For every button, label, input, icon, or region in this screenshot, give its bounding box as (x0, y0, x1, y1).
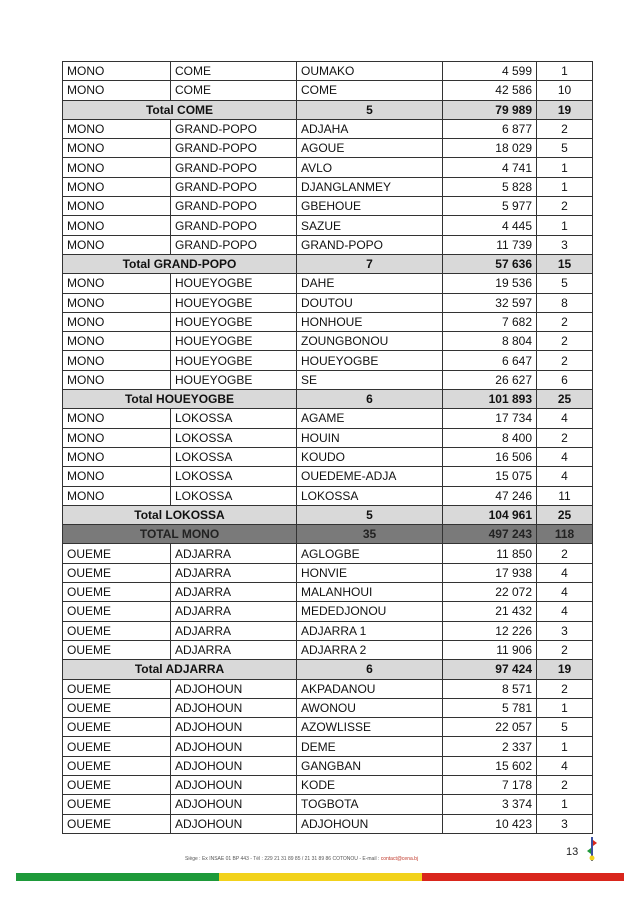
grand-total-row (63, 525, 593, 544)
population-cell: 4 741 (443, 158, 537, 177)
commune-cell: ADJOHOUN (171, 679, 297, 698)
table-row (63, 351, 593, 370)
arrondissement-cell: SE (297, 370, 443, 389)
table-row (63, 679, 593, 698)
subtotal-row (63, 100, 593, 119)
arrondissement-cell: LOKOSSA (297, 486, 443, 505)
department-cell: OUEME (63, 737, 171, 756)
table-row (63, 563, 593, 582)
arrondissement-cell: OUMAKO (297, 62, 443, 81)
total-seats-cell: 118 (537, 525, 593, 544)
table-row (63, 274, 593, 293)
commune-cell: HOUEYOGBE (171, 370, 297, 389)
table-row (63, 621, 593, 640)
arrondissement-cell: HONHOUE (297, 312, 443, 331)
department-cell: OUEME (63, 563, 171, 582)
page-number: 13 (566, 846, 579, 858)
department-cell: MONO (63, 428, 171, 447)
population-cell: 5 828 (443, 177, 537, 196)
table-row (63, 486, 593, 505)
population-cell: 4 445 (443, 216, 537, 235)
department-cell: OUEME (63, 795, 171, 814)
arrondissement-cell: TOGBOTA (297, 795, 443, 814)
department-cell: MONO (63, 62, 171, 81)
flag-red-band (422, 873, 624, 881)
seats-cell: 1 (537, 795, 593, 814)
department-cell: MONO (63, 216, 171, 235)
arrondissement-cell: MALANHOUI (297, 583, 443, 602)
arrondissement-cell: HOUEYOGBE (297, 351, 443, 370)
department-cell: MONO (63, 467, 171, 486)
arrondissement-cell: ADJARRA 2 (297, 640, 443, 659)
table-row (63, 698, 593, 717)
total-count-cell: 7 (297, 254, 443, 273)
population-cell: 42 586 (443, 81, 537, 100)
allocation-table (62, 61, 593, 834)
arrondissement-cell: ADJOHOUN (297, 814, 443, 833)
commune-cell: GRAND-POPO (171, 158, 297, 177)
population-cell: 11 906 (443, 640, 537, 659)
population-cell: 8 571 (443, 679, 537, 698)
department-cell: MONO (63, 235, 171, 254)
total-count-cell: 5 (297, 100, 443, 119)
department-cell: OUEME (63, 583, 171, 602)
population-cell: 6 877 (443, 119, 537, 138)
commune-cell: LOKOSSA (171, 486, 297, 505)
arrondissement-cell: ZOUNGBONOU (297, 332, 443, 351)
subtotal-row (63, 505, 593, 524)
flag-stripe (16, 873, 624, 881)
department-cell: MONO (63, 312, 171, 331)
population-cell: 10 423 (443, 814, 537, 833)
seats-cell: 4 (537, 602, 593, 621)
department-cell: OUEME (63, 698, 171, 717)
subtotal-row (63, 660, 593, 679)
table-row (63, 197, 593, 216)
subtotal-row (63, 390, 593, 409)
total-population-cell: 57 636 (443, 254, 537, 273)
arrondissement-cell: AGLOGBE (297, 544, 443, 563)
footer-email-label: E-mail (362, 856, 377, 862)
commune-cell: HOUEYOGBE (171, 274, 297, 293)
commune-cell: GRAND-POPO (171, 235, 297, 254)
seats-cell: 2 (537, 679, 593, 698)
seats-cell: 4 (537, 447, 593, 466)
total-label-cell: Total GRAND-POPO (63, 254, 297, 273)
arrondissement-cell: KODE (297, 775, 443, 794)
commune-cell: ADJOHOUN (171, 737, 297, 756)
seats-cell: 2 (537, 351, 593, 370)
department-cell: MONO (63, 81, 171, 100)
department-cell: MONO (63, 332, 171, 351)
table-row (63, 447, 593, 466)
seats-cell: 11 (537, 486, 593, 505)
population-cell: 47 246 (443, 486, 537, 505)
table-row (63, 119, 593, 138)
population-cell: 18 029 (443, 139, 537, 158)
population-cell: 15 602 (443, 756, 537, 775)
table-row (63, 81, 593, 100)
commune-cell: HOUEYOGBE (171, 351, 297, 370)
table-row (63, 409, 593, 428)
total-label-cell: Total HOUEYOGBE (63, 390, 297, 409)
population-cell: 22 057 (443, 718, 537, 737)
seats-cell: 3 (537, 235, 593, 254)
total-population-cell: 79 989 (443, 100, 537, 119)
table-row (63, 177, 593, 196)
seats-cell: 1 (537, 698, 593, 717)
commune-cell: COME (171, 62, 297, 81)
department-cell: OUEME (63, 621, 171, 640)
commune-cell: LOKOSSA (171, 409, 297, 428)
commune-cell: ADJOHOUN (171, 756, 297, 775)
commune-cell: LOKOSSA (171, 428, 297, 447)
commune-cell: GRAND-POPO (171, 197, 297, 216)
population-cell: 12 226 (443, 621, 537, 640)
seats-cell: 3 (537, 814, 593, 833)
table-row (63, 370, 593, 389)
table-row (63, 467, 593, 486)
arrondissement-cell: AVLO (297, 158, 443, 177)
commune-cell: HOUEYOGBE (171, 332, 297, 351)
seats-cell: 1 (537, 158, 593, 177)
population-cell: 26 627 (443, 370, 537, 389)
table-row (63, 640, 593, 659)
arrondissement-cell: DOUTOU (297, 293, 443, 312)
total-seats-cell: 19 (537, 660, 593, 679)
department-cell: OUEME (63, 602, 171, 621)
table-row (63, 544, 593, 563)
total-seats-cell: 19 (537, 100, 593, 119)
table-row (63, 775, 593, 794)
seats-cell: 8 (537, 293, 593, 312)
total-label-cell: TOTAL MONO (63, 525, 297, 544)
seats-cell: 2 (537, 119, 593, 138)
arrondissement-cell: GRAND-POPO (297, 235, 443, 254)
department-cell: OUEME (63, 718, 171, 737)
total-seats-cell: 25 (537, 505, 593, 524)
department-cell: OUEME (63, 640, 171, 659)
arrondissement-cell: COME (297, 81, 443, 100)
seats-cell: 1 (537, 216, 593, 235)
table-row (63, 158, 593, 177)
commune-cell: GRAND-POPO (171, 119, 297, 138)
arrondissement-cell: HONVIE (297, 563, 443, 582)
population-cell: 2 337 (443, 737, 537, 756)
total-population-cell: 101 893 (443, 390, 537, 409)
table-row (63, 814, 593, 833)
population-cell: 5 781 (443, 698, 537, 717)
total-population-cell: 497 243 (443, 525, 537, 544)
commune-cell: ADJARRA (171, 621, 297, 640)
total-seats-cell: 25 (537, 390, 593, 409)
footer-tel-label: Tél (253, 856, 261, 862)
arrondissement-cell: GBEHOUE (297, 197, 443, 216)
commune-cell: ADJOHOUN (171, 795, 297, 814)
table-row (63, 235, 593, 254)
arrondissement-cell: MEDEDJONOU (297, 602, 443, 621)
seats-cell: 1 (537, 177, 593, 196)
flag-green-band (16, 873, 219, 881)
table-row (63, 332, 593, 351)
commune-cell: ADJARRA (171, 544, 297, 563)
seats-cell: 2 (537, 312, 593, 331)
arrondissement-cell: DAHE (297, 274, 443, 293)
footer-phones: 229 21 31 89 85 / 21 31 89 86 COTONOU (264, 856, 358, 862)
seats-cell: 2 (537, 640, 593, 659)
total-count-cell: 6 (297, 660, 443, 679)
commune-cell: ADJARRA (171, 640, 297, 659)
population-cell: 8 400 (443, 428, 537, 447)
department-cell: OUEME (63, 775, 171, 794)
arrondissement-cell: SAZUE (297, 216, 443, 235)
population-cell: 19 536 (443, 274, 537, 293)
table-row (63, 795, 593, 814)
commune-cell: ADJOHOUN (171, 698, 297, 717)
department-cell: MONO (63, 119, 171, 138)
commune-cell: GRAND-POPO (171, 216, 297, 235)
arrondissement-cell: DEME (297, 737, 443, 756)
department-cell: MONO (63, 177, 171, 196)
seats-cell: 5 (537, 274, 593, 293)
department-cell: MONO (63, 274, 171, 293)
seats-cell: 4 (537, 583, 593, 602)
cena-logo-icon (586, 836, 598, 862)
arrondissement-cell: DJANGLANMEY (297, 177, 443, 196)
total-seats-cell: 15 (537, 254, 593, 273)
arrondissement-cell: AWONOU (297, 698, 443, 717)
department-cell: MONO (63, 197, 171, 216)
department-cell: OUEME (63, 544, 171, 563)
department-cell: MONO (63, 447, 171, 466)
commune-cell: ADJOHOUN (171, 775, 297, 794)
table-row (63, 312, 593, 331)
department-cell: MONO (63, 158, 171, 177)
commune-cell: GRAND-POPO (171, 139, 297, 158)
table-row (63, 428, 593, 447)
arrondissement-cell: GANGBAN (297, 756, 443, 775)
seats-cell: 1 (537, 62, 593, 81)
population-cell: 17 734 (443, 409, 537, 428)
population-cell: 11 850 (443, 544, 537, 563)
seats-cell: 1 (537, 737, 593, 756)
seats-cell: 4 (537, 563, 593, 582)
seats-cell: 2 (537, 775, 593, 794)
table-row (63, 737, 593, 756)
arrondissement-cell: AGAME (297, 409, 443, 428)
footer-contact: Siège : Ex INSAE 01 BP 443 - Tél : 229 21 31 89 85 / 21 31 89 86 COTONOU - E-mail : contact@cena.bj (185, 856, 419, 862)
total-label-cell: Total LOKOSSA (63, 505, 297, 524)
seats-cell: 2 (537, 544, 593, 563)
commune-cell: ADJARRA (171, 563, 297, 582)
population-cell: 6 647 (443, 351, 537, 370)
population-cell: 8 804 (443, 332, 537, 351)
table-row (63, 756, 593, 775)
seats-cell: 2 (537, 332, 593, 351)
department-cell: MONO (63, 293, 171, 312)
commune-cell: ADJARRA (171, 602, 297, 621)
seats-cell: 6 (537, 370, 593, 389)
seats-cell: 4 (537, 409, 593, 428)
population-cell: 11 739 (443, 235, 537, 254)
seats-cell: 5 (537, 139, 593, 158)
total-count-cell: 35 (297, 525, 443, 544)
commune-cell: GRAND-POPO (171, 177, 297, 196)
table-row (63, 718, 593, 737)
arrondissement-cell: ADJARRA 1 (297, 621, 443, 640)
department-cell: MONO (63, 409, 171, 428)
department-cell: OUEME (63, 679, 171, 698)
table-row (63, 583, 593, 602)
commune-cell: ADJOHOUN (171, 718, 297, 737)
table-row (63, 293, 593, 312)
population-cell: 21 432 (443, 602, 537, 621)
population-cell: 7 178 (443, 775, 537, 794)
commune-cell: LOKOSSA (171, 447, 297, 466)
commune-cell: HOUEYOGBE (171, 293, 297, 312)
population-cell: 5 977 (443, 197, 537, 216)
department-cell: MONO (63, 139, 171, 158)
table-row (63, 139, 593, 158)
population-cell: 3 374 (443, 795, 537, 814)
population-cell: 15 075 (443, 467, 537, 486)
seats-cell: 2 (537, 428, 593, 447)
department-cell: MONO (63, 370, 171, 389)
commune-cell: COME (171, 81, 297, 100)
arrondissement-cell: KOUDO (297, 447, 443, 466)
department-cell: MONO (63, 351, 171, 370)
seats-cell: 4 (537, 467, 593, 486)
subtotal-row (63, 254, 593, 273)
population-cell: 16 506 (443, 447, 537, 466)
department-cell: OUEME (63, 814, 171, 833)
population-cell: 4 599 (443, 62, 537, 81)
population-cell: 7 682 (443, 312, 537, 331)
population-cell: 22 072 (443, 583, 537, 602)
seats-cell: 3 (537, 621, 593, 640)
commune-cell: ADJARRA (171, 583, 297, 602)
table-row (63, 216, 593, 235)
total-label-cell: Total ADJARRA (63, 660, 297, 679)
seats-cell: 5 (537, 718, 593, 737)
allocation-table-body (63, 62, 593, 834)
commune-cell: HOUEYOGBE (171, 312, 297, 331)
arrondissement-cell: AGOUE (297, 139, 443, 158)
population-cell: 32 597 (443, 293, 537, 312)
total-label-cell: Total COME (63, 100, 297, 119)
population-cell: 17 938 (443, 563, 537, 582)
footer-email-link[interactable]: contact@cena.bj (380, 856, 419, 862)
total-population-cell: 104 961 (443, 505, 537, 524)
footer-address: Ex INSAE 01 BP 443 (201, 856, 249, 862)
total-count-cell: 5 (297, 505, 443, 524)
flag-yellow-band (219, 873, 421, 881)
arrondissement-cell: AKPADANOU (297, 679, 443, 698)
table-row (63, 602, 593, 621)
seats-cell: 10 (537, 81, 593, 100)
seats-cell: 2 (537, 197, 593, 216)
total-count-cell: 6 (297, 390, 443, 409)
seats-cell: 4 (537, 756, 593, 775)
table-row (63, 62, 593, 81)
department-cell: MONO (63, 486, 171, 505)
commune-cell: LOKOSSA (171, 467, 297, 486)
commune-cell: ADJOHOUN (171, 814, 297, 833)
total-population-cell: 97 424 (443, 660, 537, 679)
arrondissement-cell: AZOWLISSE (297, 718, 443, 737)
arrondissement-cell: ADJAHA (297, 119, 443, 138)
arrondissement-cell: OUEDEME-ADJA (297, 467, 443, 486)
footer-address-label: Siège (185, 856, 198, 862)
department-cell: OUEME (63, 756, 171, 775)
arrondissement-cell: HOUIN (297, 428, 443, 447)
